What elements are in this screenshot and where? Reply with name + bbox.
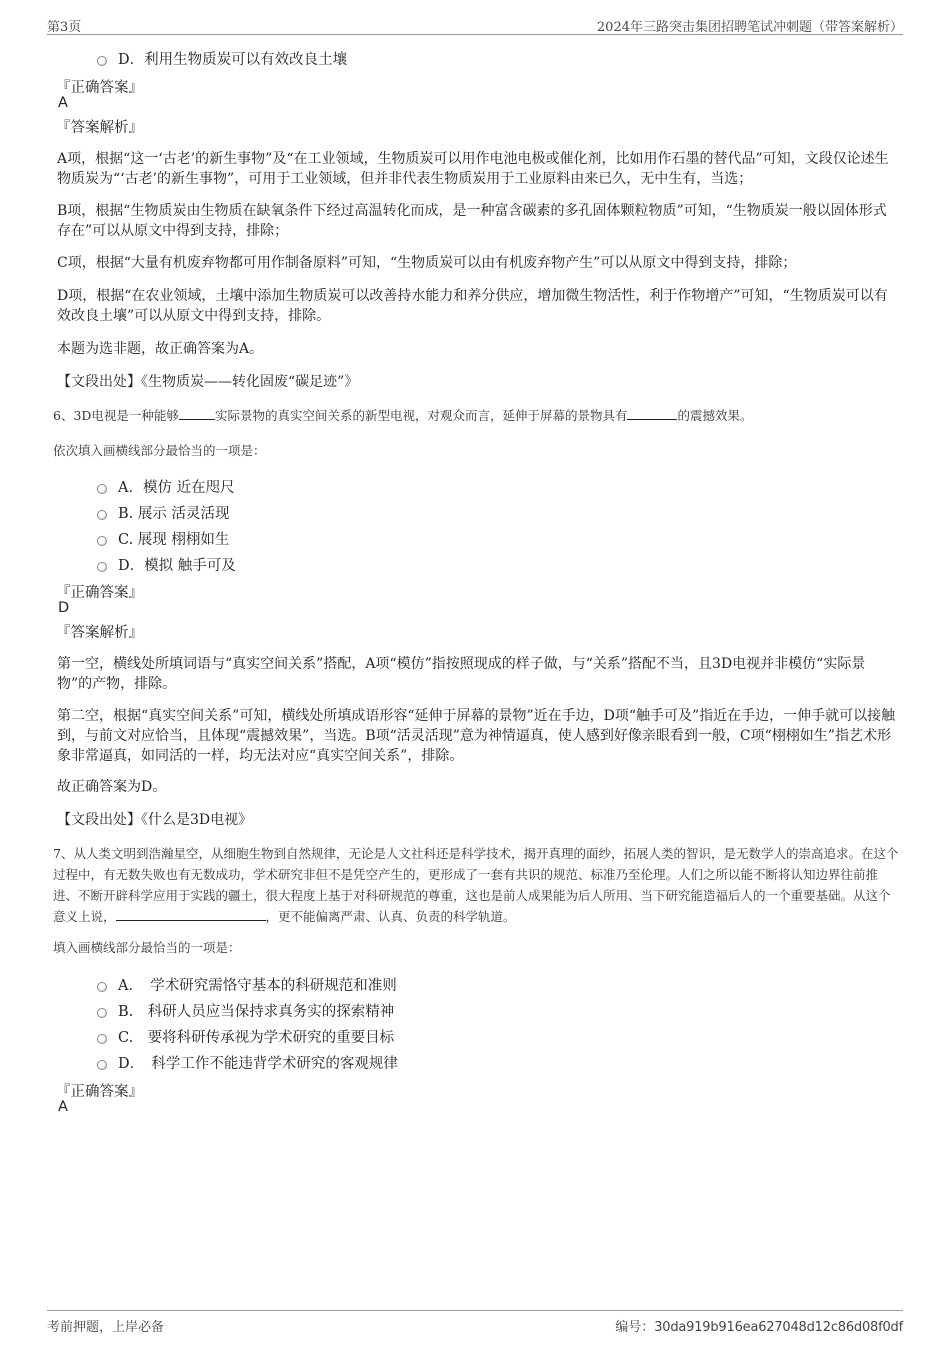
q7-option-d[interactable]: D． 科学工作不能违背学术研究的客观规律 bbox=[97, 1052, 398, 1073]
radio-icon[interactable] bbox=[97, 56, 107, 66]
blank-1 bbox=[179, 419, 215, 420]
q6-analysis-label: 『答案解析』 bbox=[56, 625, 143, 641]
q5-analysis-label: 『答案解析』 bbox=[56, 120, 143, 136]
radio-icon[interactable] bbox=[97, 536, 107, 546]
page-header bbox=[47, 14, 903, 35]
q7-instruction: 填入画横线部分最恰当的一项是： bbox=[53, 940, 241, 955]
radio-icon[interactable] bbox=[97, 982, 107, 992]
radio-icon[interactable] bbox=[97, 1034, 107, 1044]
document-code: 编号：30da919b916ea627048d12c86d08f0df bbox=[615, 1320, 903, 1335]
page-footer bbox=[47, 1310, 903, 1335]
q7-option-b[interactable]: B. 科研人员应当保持求真务实的探索精神 bbox=[97, 1000, 394, 1021]
q7-answer-label: 『正确答案』 bbox=[56, 1084, 143, 1100]
q6-option-b[interactable]: B. 展示 活灵活现 bbox=[97, 502, 229, 523]
q6-option-c[interactable]: C. 展现 栩栩如生 bbox=[97, 528, 229, 549]
radio-icon[interactable] bbox=[97, 484, 107, 494]
blank-2 bbox=[627, 419, 677, 420]
q6-option-a[interactable]: A．模仿 近在咫尺 bbox=[97, 476, 235, 497]
blank-1 bbox=[116, 920, 266, 921]
q6-instruction: 依次填入画横线部分最恰当的一项是： bbox=[53, 443, 266, 458]
q5-option-d[interactable]: D．利用生物质炭可以有效改良土壤 bbox=[97, 48, 347, 69]
radio-icon[interactable] bbox=[97, 510, 107, 520]
q5-conclusion: 本题为选非题，故正确答案为A。 bbox=[57, 341, 264, 357]
q6-option-d[interactable]: D．模拟 触手可及 bbox=[97, 554, 236, 575]
q7-option-c[interactable]: C. 要将科研传承视为学术研究的重要目标 bbox=[97, 1026, 394, 1047]
radio-icon[interactable] bbox=[97, 1060, 107, 1070]
q7-answer: A bbox=[58, 1099, 68, 1115]
q6-analysis-first: 第一空，横线处所填词语与“真实空间关系”搭配，A项“模仿”指按照现成的样子做，与“关系”搭配不当，且3D电视并非模仿“实际景物”的产物，排除。 bbox=[57, 656, 866, 692]
q6-conclusion: 故正确答案为D。 bbox=[57, 779, 167, 795]
q5-analysis-c: C项，根据“大量有机废弃物都可用作制备原料”可知，“生物质炭可以由有机废弃物产生”可以从原文中得到支持，排除； bbox=[57, 255, 797, 271]
footer-slogan: 考前押题，上岸必备 bbox=[47, 1320, 165, 1335]
q6-source: 【文段出处】《什么是3D电视》 bbox=[57, 812, 253, 828]
q5-source: 【文段出处】《生物质炭——转化固废“碳足迹”》 bbox=[57, 374, 359, 390]
q6-answer-label: 『正确答案』 bbox=[56, 585, 143, 601]
q5-analysis-b: B项，根据“生物质炭由生物质在缺氧条件下经过高温转化而成，是一种富含碳素的多孔固体颗粒物质”可知，“生物质炭一般以固体形式存在”可以从原文中得到支持，排除； bbox=[57, 203, 887, 239]
q6-answer: D bbox=[58, 600, 70, 616]
page-number: 第3页 bbox=[47, 20, 82, 35]
q5-analysis-a: A项，根据“这一‘古老’的新生事物”及“在工业领域，生物质炭可以用作电池电极或催化剂，比如用作石墨的替代品”可知，文段仅论述生物质炭为“‘古老’的新生事物”，可用于工业领域，但并非代表生物质炭用于工业原料由来已久，无中生有，当选； bbox=[57, 151, 889, 187]
q5-analysis-d: D项，根据“在农业领域，土壤中添加生物质炭可以改善持水能力和养分供应，增加微生物活性，利于作物增产”可知，“生物质炭可以有效改良土壤”可以从原文中得到支持，排除。 bbox=[57, 288, 888, 324]
q5-answer: A bbox=[58, 95, 68, 111]
q7-stem: 7、从人类文明到浩瀚星空，从细胞生物到自然规律，无论是人文社科还是科学技术，揭开真理的面纱，拓展人类的智识，是无数学人的崇高追求。在这个过程中，有无数失败也有无数成功，学术研究非但不是凭空产生的，更形成了一套有共识的规范、标准乃至伦理。人们之所以能不断将认知边界往前推进、不断开辟科学应用于实践的疆土，很大程度上基于对科研规范的尊重，这也是前人成果能为后人所用、当下研究能造福后人的一个重要基础。从这个意义上说， ，更不能偏离严肃、认真、负责的科学轨道。 bbox=[53, 846, 899, 924]
q6-analysis-second: 第二空，根据“真实空间关系”可知，横线处所填成语形容“延伸于屏幕的景物”近在手边，D项“触手可及”指近在手边，一伸手就可以接触到，与前文对应恰当，且体现“震撼效果”，当选。B项“活灵活现”意为神情逼真，使人感到好像亲眼看到一般，C项“栩栩如生”指艺术形象非常逼真，如同活的一样，均无法对应“真实空间关系”，排除。 bbox=[57, 708, 896, 764]
document-title: 2024年三路突击集团招聘笔试冲刺题（带答案解析） bbox=[596, 20, 903, 35]
q6-stem: 6、3D电视是一种能够 实际景物的真实空间关系的新型电视，对观众而言，延伸于屏幕的景物具有 的震撼效果。 bbox=[53, 408, 753, 423]
radio-icon[interactable] bbox=[97, 562, 107, 572]
q5-answer-label: 『正确答案』 bbox=[56, 80, 143, 96]
radio-icon[interactable] bbox=[97, 1008, 107, 1018]
q7-option-a[interactable]: A． 学术研究需恪守基本的科研规范和准则 bbox=[97, 974, 397, 995]
